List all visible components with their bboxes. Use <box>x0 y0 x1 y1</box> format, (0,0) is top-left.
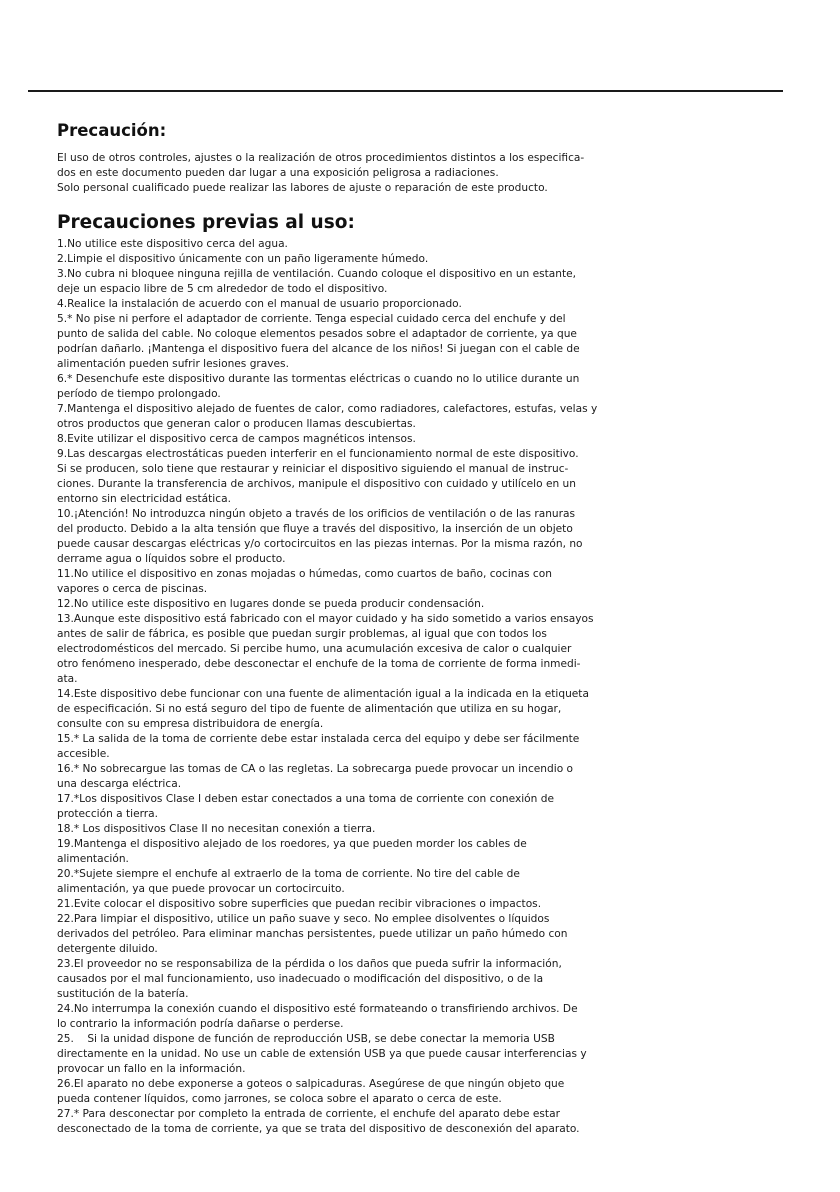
precaution-line: 1.No utilice este dispositivo cerca del agua. <box>57 238 288 250</box>
precaution-line: alimentación. <box>57 853 129 865</box>
precautions-list <box>57 237 597 1137</box>
precaution-line: una descarga eléctrica. <box>57 778 182 790</box>
precaution-line: 24.No interrumpa la conexión cuando el dispositivo esté formateando o transfiriendo archivos. De <box>57 1003 578 1015</box>
precaution-line: otro fenómeno inesperado, debe desconectar el enchufe de la toma de corriente de forma inmedi- <box>57 658 581 670</box>
precaution-line: 5.* No pise ni perfore el adaptador de corriente. Tenga especial cuidado cerca del enchufe y del <box>57 313 566 325</box>
precaution-line: 12.No utilice este dispositivo en lugares donde se pueda producir condensación. <box>57 598 485 610</box>
caution-line: dos en este documento pueden dar lugar a una exposición peligrosa a radiaciones. <box>57 167 499 179</box>
precaution-line: provocar un fallo en la información. <box>57 1063 246 1075</box>
precaution-line: lo contrario la información podría dañarse o perderse. <box>57 1018 344 1030</box>
precaution-line: derivados del petróleo. Para eliminar manchas persistentes, puede utilizar un paño húmedo con <box>57 928 568 940</box>
header-rule <box>28 90 783 92</box>
precaution-line: consulte con su empresa distribuidora de energía. <box>57 718 324 730</box>
precaution-line: de especificación. Si no está seguro del tipo de fuente de alimentación que utiliza en su hogar, <box>57 703 562 715</box>
precaution-line: 3.No cubra ni bloquee ninguna rejilla de ventilación. Cuando coloque el dispositivo en un estante, <box>57 268 577 280</box>
precaution-line: 14.Este dispositivo debe funcionar con una fuente de alimentación igual a la indicada en la etiqueta <box>57 688 589 700</box>
precaution-line: alimentación pueden sufrir lesiones graves. <box>57 358 289 370</box>
precaution-line: 10.¡Atención! No introduzca ningún objeto a través de los orificios de ventilación o de las ranuras <box>57 508 575 520</box>
precaution-line: entorno sin electricidad estática. <box>57 493 231 505</box>
precaution-line: ata. <box>57 673 78 685</box>
precaution-line: otros productos que generan calor o producen llamas descubiertas. <box>57 418 416 430</box>
precaution-line: 2.Limpie el dispositivo únicamente con un paño ligeramente húmedo. <box>57 253 429 265</box>
precaution-line: 8.Evite utilizar el dispositivo cerca de campos magnéticos intensos. <box>57 433 416 445</box>
precaution-line: 7.Mantenga el dispositivo alejado de fuentes de calor, como radiadores, calefactores, estufas, velas y <box>57 403 598 415</box>
precaution-line: vapores o cerca de piscinas. <box>57 583 208 595</box>
precaution-line: pueda contener líquidos, como jarrones, se coloca sobre el aparato o cerca de este. <box>57 1093 502 1105</box>
caution-line: Solo personal cualificado puede realizar las labores de ajuste o reparación de este producto. <box>57 182 548 194</box>
caution-heading: Precaución: <box>57 121 167 140</box>
precaution-line: 9.Las descargas electrostáticas pueden interferir en el funcionamiento normal de este dispositivo. <box>57 448 579 460</box>
precaution-line: protección a tierra. <box>57 808 159 820</box>
precaution-line: 22.Para limpiar el dispositivo, utilice un paño suave y seco. No emplee disolventes o líquidos <box>57 913 550 925</box>
precautions-heading: Precauciones previas al uso: <box>57 212 355 233</box>
precaution-line: 21.Evite colocar el dispositivo sobre superficies que puedan recibir vibraciones o impactos. <box>57 898 542 910</box>
precaution-line: podrían dañarlo. ¡Mantenga el dispositivo fuera del alcance de los niños! Si juegan con el cable de <box>57 343 580 355</box>
precaution-line: del producto. Debido a la alta tensión que fluye a través del dispositivo, la inserción de un objeto <box>57 523 573 535</box>
precaution-line: ciones. Durante la transferencia de archivos, manipule el dispositivo con cuidado y utilícelo en un <box>57 478 576 490</box>
precaution-line: 6.* Desenchufe este dispositivo durante las tormentas eléctricas o cuando no lo utilice durante un <box>57 373 580 385</box>
precaution-line: 18.* Los dispositivos Clase II no necesitan conexión a tierra. <box>57 823 376 835</box>
precaution-line: 27.* Para desconectar por completo la entrada de corriente, el enchufe del aparato debe estar <box>57 1108 560 1120</box>
precaution-line: antes de salir de fábrica, es posible que puedan surgir problemas, al igual que con todos los <box>57 628 547 640</box>
caution-line: El uso de otros controles, ajustes o la realización de otros procedimientos distintos a los especifica- <box>57 152 585 164</box>
precaution-line: 11.No utilice el dispositivo en zonas mojadas o húmedas, como cuartos de baño, cocinas con <box>57 568 552 580</box>
precaution-line: 4.Realice la instalación de acuerdo con el manual de usuario proporcionado. <box>57 298 462 310</box>
precaution-line: 25. Si la unidad dispone de función de reproducción USB, se debe conectar la memoria USB <box>57 1033 555 1045</box>
precaution-line: detergente diluido. <box>57 943 158 955</box>
precaution-line: derrame agua o líquidos sobre el producto. <box>57 553 286 565</box>
precaution-line: sustitución de la batería. <box>57 988 189 1000</box>
caution-paragraph <box>57 151 584 196</box>
precaution-line: período de tiempo prolongado. <box>57 388 221 400</box>
precaution-line: 17.*Los dispositivos Clase I deben estar conectados a una toma de corriente con conexión de <box>57 793 554 805</box>
precaution-line: 13.Aunque este dispositivo está fabricado con el mayor cuidado y ha sido sometido a varios ensayos <box>57 613 594 625</box>
precaution-line: punto de salida del cable. No coloque elementos pesados sobre el adaptador de corriente, ya que <box>57 328 577 340</box>
precaution-line: alimentación, ya que puede provocar un cortocircuito. <box>57 883 345 895</box>
precaution-line: 15.* La salida de la toma de corriente debe estar instalada cerca del equipo y debe ser fácilmente <box>57 733 580 745</box>
precaution-line: 20.*Sujete siempre el enchufe al extraerlo de la toma de corriente. No tire del cable de <box>57 868 520 880</box>
precaution-line: accesible. <box>57 748 110 760</box>
precaution-line: 23.El proveedor no se responsabiliza de la pérdida o los daños que pueda sufrir la información, <box>57 958 562 970</box>
precaution-line: directamente en la unidad. No use un cable de extensión USB ya que puede causar interferencias y <box>57 1048 587 1060</box>
precaution-line: Si se producen, solo tiene que restaurar y reiniciar el dispositivo siguiendo el manual de instruc- <box>57 463 569 475</box>
precaution-line: desconectado de la toma de corriente, ya que se trata del dispositivo de desconexión del aparato. <box>57 1123 580 1135</box>
precaution-line: deje un espacio libre de 5 cm alrededor de todo el dispositivo. <box>57 283 388 295</box>
precaution-line: 16.* No sobrecargue las tomas de CA o las regletas. La sobrecarga puede provocar un incendio o <box>57 763 574 775</box>
precaution-line: electrodomésticos del mercado. Si percibe humo, una acumulación excesiva de calor o cualquier <box>57 643 572 655</box>
precaution-line: 19.Mantenga el dispositivo alejado de los roedores, ya que pueden morder los cables de <box>57 838 527 850</box>
precaution-line: 26.El aparato no debe exponerse a goteos o salpicaduras. Asegúrese de que ningún objeto que <box>57 1078 565 1090</box>
precaution-line: causados por el mal funcionamiento, uso inadecuado o modificación del dispositivo, o de la <box>57 973 544 985</box>
precaution-line: puede causar descargas eléctricas y/o cortocircuitos en las piezas internas. Por la misma razón, no <box>57 538 583 550</box>
